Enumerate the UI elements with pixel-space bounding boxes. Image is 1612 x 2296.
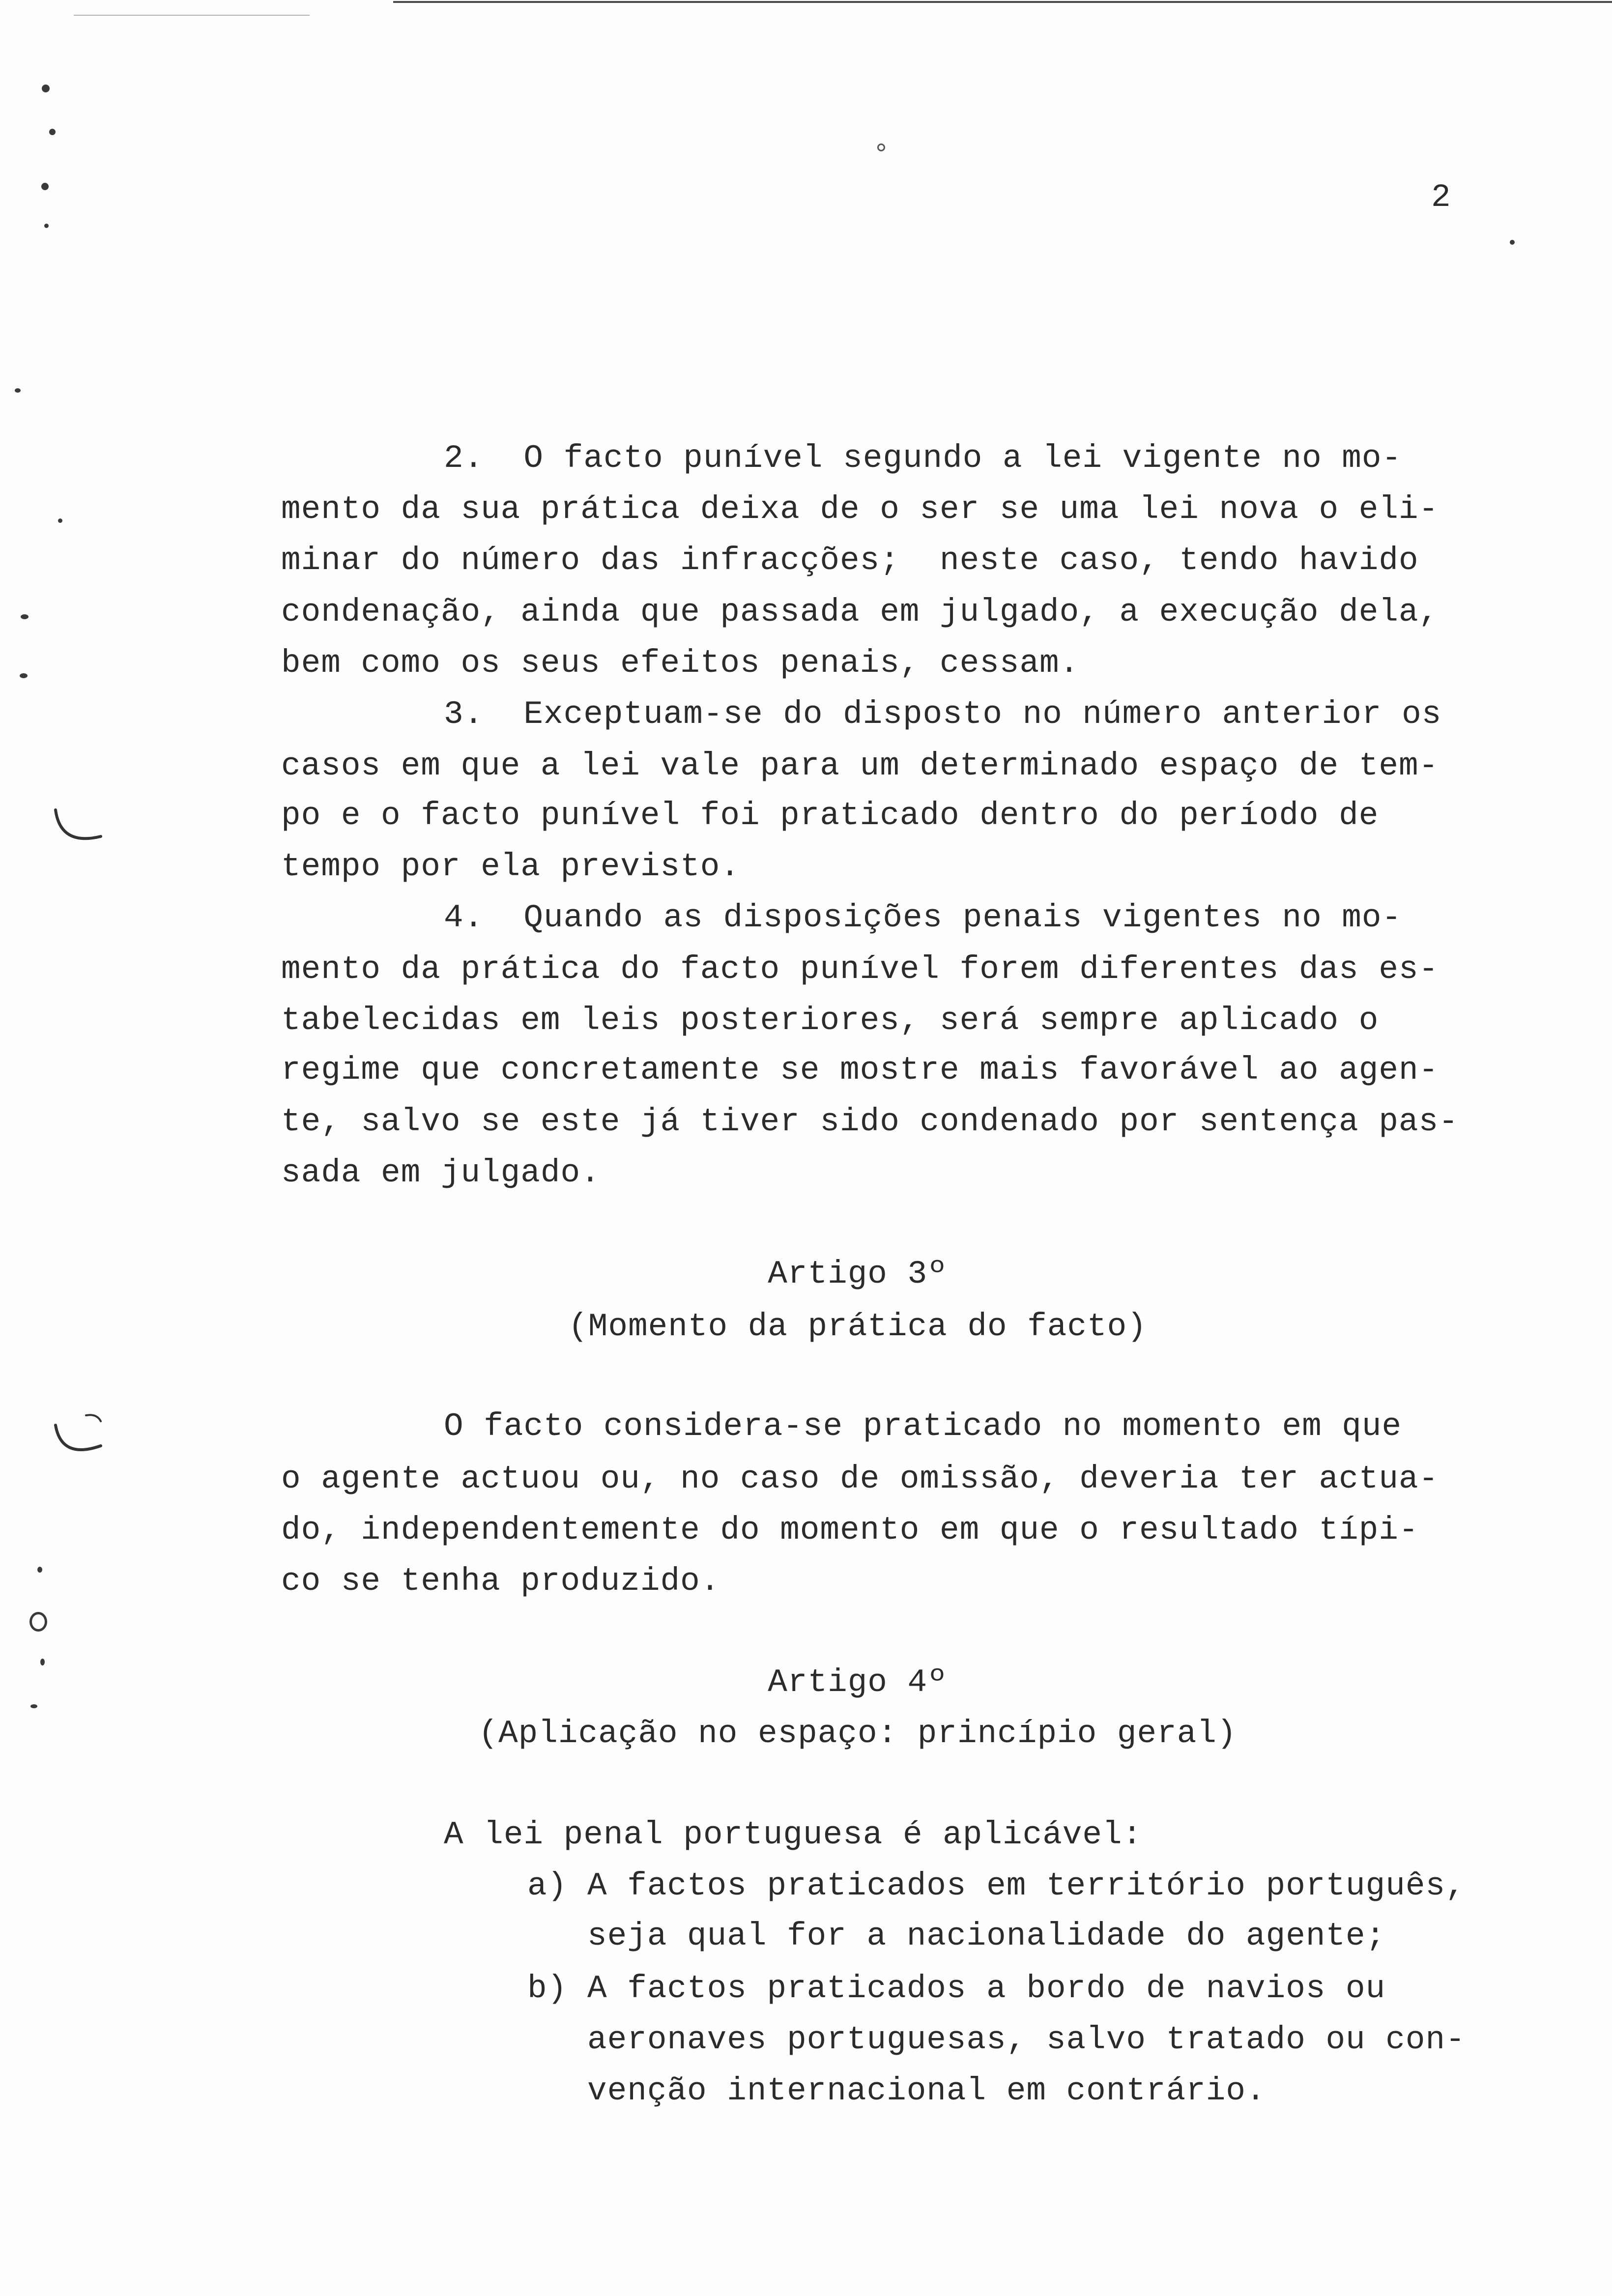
scan-speck <box>49 129 56 135</box>
article-4-intro: A lei penal portuguesa é aplicável: <box>444 1816 1143 1853</box>
article-3-title: (Momento da prática do facto) <box>568 1308 1147 1345</box>
paragraph-4-line: mento da prática do facto punível forem diferentes das es- <box>281 951 1439 988</box>
list-item-label-b: b) <box>527 1970 568 2007</box>
article-4-heading: Artigo 4º <box>768 1664 948 1701</box>
paragraph-2-line: condenação, ainda que passada em julgado, a execução dela, <box>281 594 1439 631</box>
article-3-body-line: do, independentemente do momento em que o resultado típi- <box>281 1512 1419 1549</box>
scan-speck <box>15 388 21 393</box>
punch-hole-mark <box>52 1410 106 1462</box>
paragraph-4-line: te, salvo se este já tiver sido condenado por sentença pas- <box>281 1103 1459 1140</box>
paragraph-3-line: 3. Exceptuam-se do disposto no número anterior os <box>444 696 1442 733</box>
scan-speck <box>20 673 28 678</box>
scan-speck <box>30 1704 37 1708</box>
paragraph-2-line: 2. O facto punível segundo a lei vigente no mo- <box>444 440 1402 477</box>
page-number: 2 <box>1431 179 1451 216</box>
paragraph-2-line: bem como os seus efeitos penais, cessam. <box>281 645 1080 682</box>
list-item-a-line: A factos praticados em território português, <box>587 1867 1466 1904</box>
scan-speck <box>37 1567 42 1573</box>
scan-speck <box>42 85 50 92</box>
article-3-body-line: o agente actuou ou, no caso de omissão, deveria ter actua- <box>281 1461 1439 1497</box>
paragraph-4-line: tabelecidas em leis posteriores, será sempre aplicado o <box>281 1002 1379 1039</box>
scan-speck <box>41 183 49 190</box>
list-item-b-line: venção internacional em contrário. <box>587 2072 1266 2109</box>
paragraph-4-line: sada em julgado. <box>281 1154 601 1191</box>
list-item-label-a: a) <box>527 1867 568 1904</box>
scan-speck <box>58 518 62 523</box>
paragraph-4-line: 4. Quando as disposições penais vigentes no mo- <box>444 899 1402 936</box>
article-3-heading: Artigo 3º <box>768 1256 948 1292</box>
list-item-a-line: seja qual for a nacionalidade do agente; <box>587 1918 1386 1954</box>
paragraph-2-line: minar do número das infracções; neste caso, tendo havido <box>281 542 1419 579</box>
paragraph-3-line: po e o facto punível foi praticado dentro do período de <box>281 797 1379 834</box>
paragraph-4-line: regime que concretamente se mostre mais favorável ao agen- <box>281 1052 1439 1089</box>
list-item-b-line: aeronaves portuguesas, salvo tratado ou con- <box>587 2021 1466 2058</box>
list-item-b-line: A factos praticados a bordo de navios ou <box>587 1970 1386 2007</box>
scan-top-edge-line <box>393 1 1612 3</box>
scan-speck <box>21 614 29 619</box>
scan-speck <box>1510 240 1515 245</box>
scan-top-edge-dashes <box>74 15 310 16</box>
punch-hole-mark <box>52 806 106 853</box>
paragraph-3-line: casos em que a lei vale para um determinado espaço de tem- <box>281 747 1439 784</box>
scan-speck <box>44 224 49 228</box>
article-3-body-line: O facto considera-se praticado no momento em que <box>444 1408 1402 1445</box>
scan-speck <box>40 1659 45 1665</box>
scan-speck <box>877 144 885 151</box>
scan-speck <box>29 1612 47 1632</box>
article-4-title: (Aplicação no espaço: princípio geral) <box>478 1715 1237 1752</box>
article-3-body-line: co se tenha produzido. <box>281 1563 720 1600</box>
paragraph-2-line: mento da sua prática deixa de o ser se uma lei nova o eli- <box>281 491 1439 528</box>
paragraph-3-line: tempo por ela previsto. <box>281 848 740 885</box>
